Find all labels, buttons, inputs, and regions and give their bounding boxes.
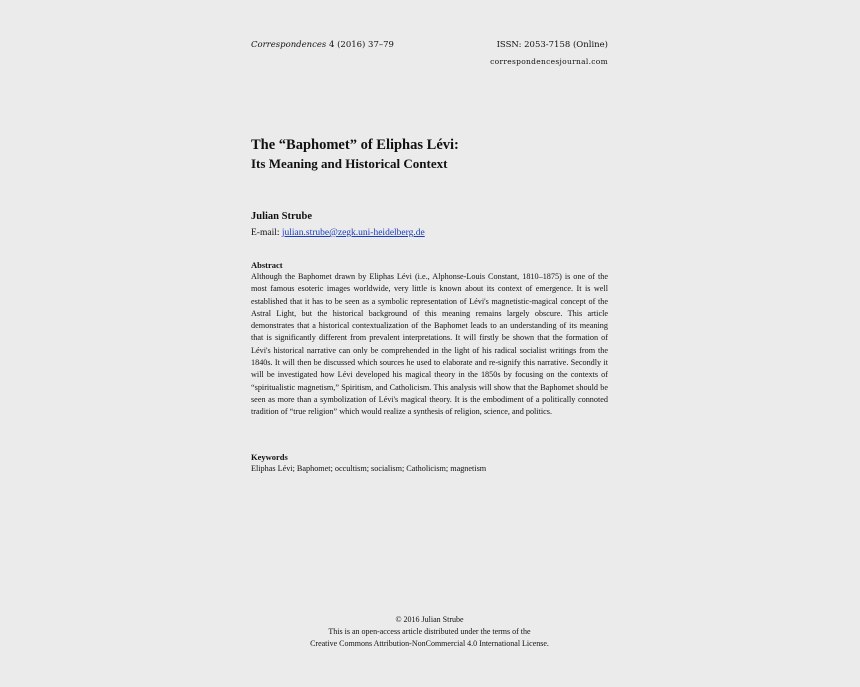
abstract-section — [251, 260, 608, 419]
license-footer — [251, 614, 608, 650]
title-block — [251, 136, 459, 172]
issn: ISSN: 2053-7158 (Online) — [496, 40, 608, 50]
citation-volume: 4 (2016) 37–79 — [328, 40, 394, 50]
license-line-1: This is an open-access article distributed under the terms of the — [328, 627, 531, 636]
abstract-text: Although the Baphomet drawn by Eliphas Lévi (i.e., Alphonse-Louis Constant, 1810–1875) is one of the most famous esoteric images worldwide, very little is known about its context of emergence. It is well established that it has to be seen as a symbolic representation of Lévi's magnetistic-magical concept of the Astral Light, but the historical background of this meaning remains largely obscure. This article demonstrates that a historical contextualization of the Baphomet leads to an understanding of its meaning that is significantly different from prevalent interpretations. It will firstly be shown that the formation of Lévi's historical narrative can only be comprehended in the light of his radical socialist writings from the 1840s. It will then be discussed which sources he used to elaborate and re-signify this narrative. Secondly it will be investigated how Lévi developed his magical theory in the 1850s by focusing on the contexts of “spiritualistic magnetism,” Spiritism, and Catholicism. This analysis will show that the Baphomet should be seen as more than a symbolization of Lévi's magical theory. It is the embodiment of a politically connoted tradition of “true religion” which would realize a synthesis of religion, science, and politics. — [251, 272, 608, 417]
author-block — [251, 211, 425, 238]
page-header — [251, 40, 608, 66]
keywords-section — [251, 452, 608, 475]
license-line-2[interactable]: Creative Commons Attribution-NonCommercial 4.0 International License. — [310, 639, 549, 648]
journal-url[interactable]: correspondencesjournal.com — [490, 57, 608, 66]
citation — [251, 40, 394, 50]
keywords-heading: Keywords — [251, 452, 288, 462]
article-title: The “Baphomet” of Eliphas Lévi: — [251, 137, 459, 153]
header-row — [251, 40, 608, 50]
abstract-heading: Abstract — [251, 260, 283, 270]
email-label: E-mail: — [251, 228, 280, 238]
copyright-line: © 2016 Julian Strube — [395, 615, 464, 624]
email-link[interactable]: julian.strube@zegk.uni-heidelberg.de — [281, 228, 425, 238]
keywords-text: Eliphas Lévi; Baphomet; occultism; socialism; Catholicism; magnetism — [251, 464, 487, 473]
article-subtitle: Its Meaning and Historical Context — [251, 156, 448, 171]
author-name: Julian Strube — [251, 211, 312, 222]
journal-name: Correspondences — [251, 40, 327, 50]
email-line — [251, 228, 425, 238]
